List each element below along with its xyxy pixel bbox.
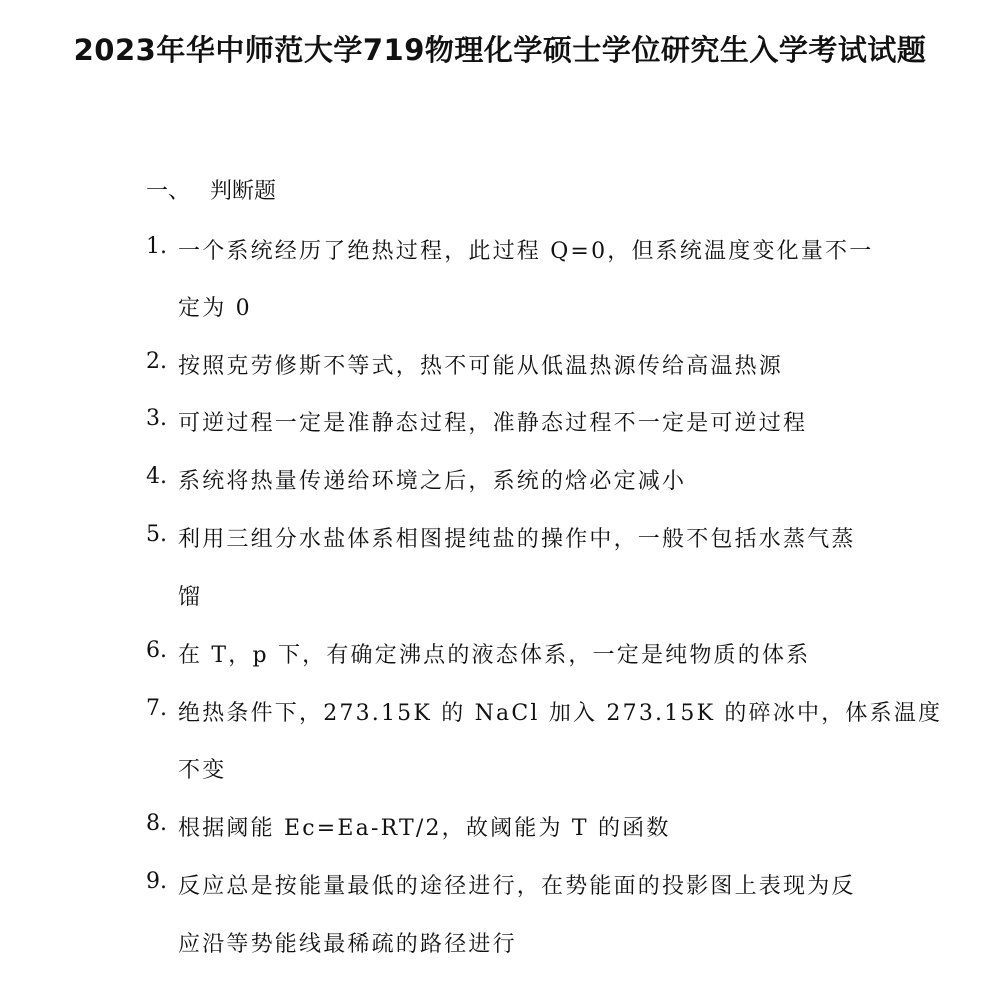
question-text: 根据阈能 Ec=Ea-RT/2，故阈能为 T 的函数 [178, 816, 671, 841]
question-text-continued: 不变 [178, 758, 227, 783]
question-text: 利用三组分水盐体系相图提纯盐的操作中，一般不包括水蒸气蒸 [178, 527, 856, 552]
question-number: 5. [146, 522, 167, 547]
question-number: 8. [146, 811, 167, 836]
question-number: 7. [146, 696, 167, 721]
section-number: 一、 [146, 179, 191, 204]
question-text: 一个系统经历了绝热过程，此过程 Q=0，但系统温度变化量不一 [178, 239, 874, 264]
question-text-continued: 定为 0 [178, 296, 252, 321]
section-title: 判断题 [210, 179, 277, 204]
exam-title: 2023年华中师范大学719物理化学硕士学位研究生入学考试试题 [73, 33, 927, 67]
section-heading [146, 174, 276, 205]
question-text: 反应总是按能量最低的途径进行，在势能面的投影图上表现为反 [178, 874, 856, 899]
question-text: 在 T，p 下，有确定沸点的液态体系，一定是纯物质的体系 [178, 643, 811, 668]
question-text-continued: 馏 [178, 585, 203, 610]
question-text: 按照克劳修斯不等式，热不可能从低温热源传给高温热源 [178, 354, 784, 379]
question-text: 可逆过程一定是准静态过程，准静态过程不一定是可逆过程 [178, 411, 808, 436]
question-number: 3. [146, 406, 167, 431]
question-number: 2. [146, 349, 167, 374]
question-text: 系统将热量传递给环境之后，系统的焓必定减小 [178, 469, 687, 494]
question-number: 1. [146, 234, 167, 259]
question-text-continued: 应沿等势能线最稀疏的路径进行 [178, 932, 517, 957]
question-number: 6. [146, 638, 167, 663]
question-text: 绝热条件下，273.15K 的 NaCl 加入 273.15K 的碎冰中，体系温度 [178, 701, 943, 726]
question-number: 4. [146, 464, 167, 489]
question-number: 9. [146, 869, 167, 894]
